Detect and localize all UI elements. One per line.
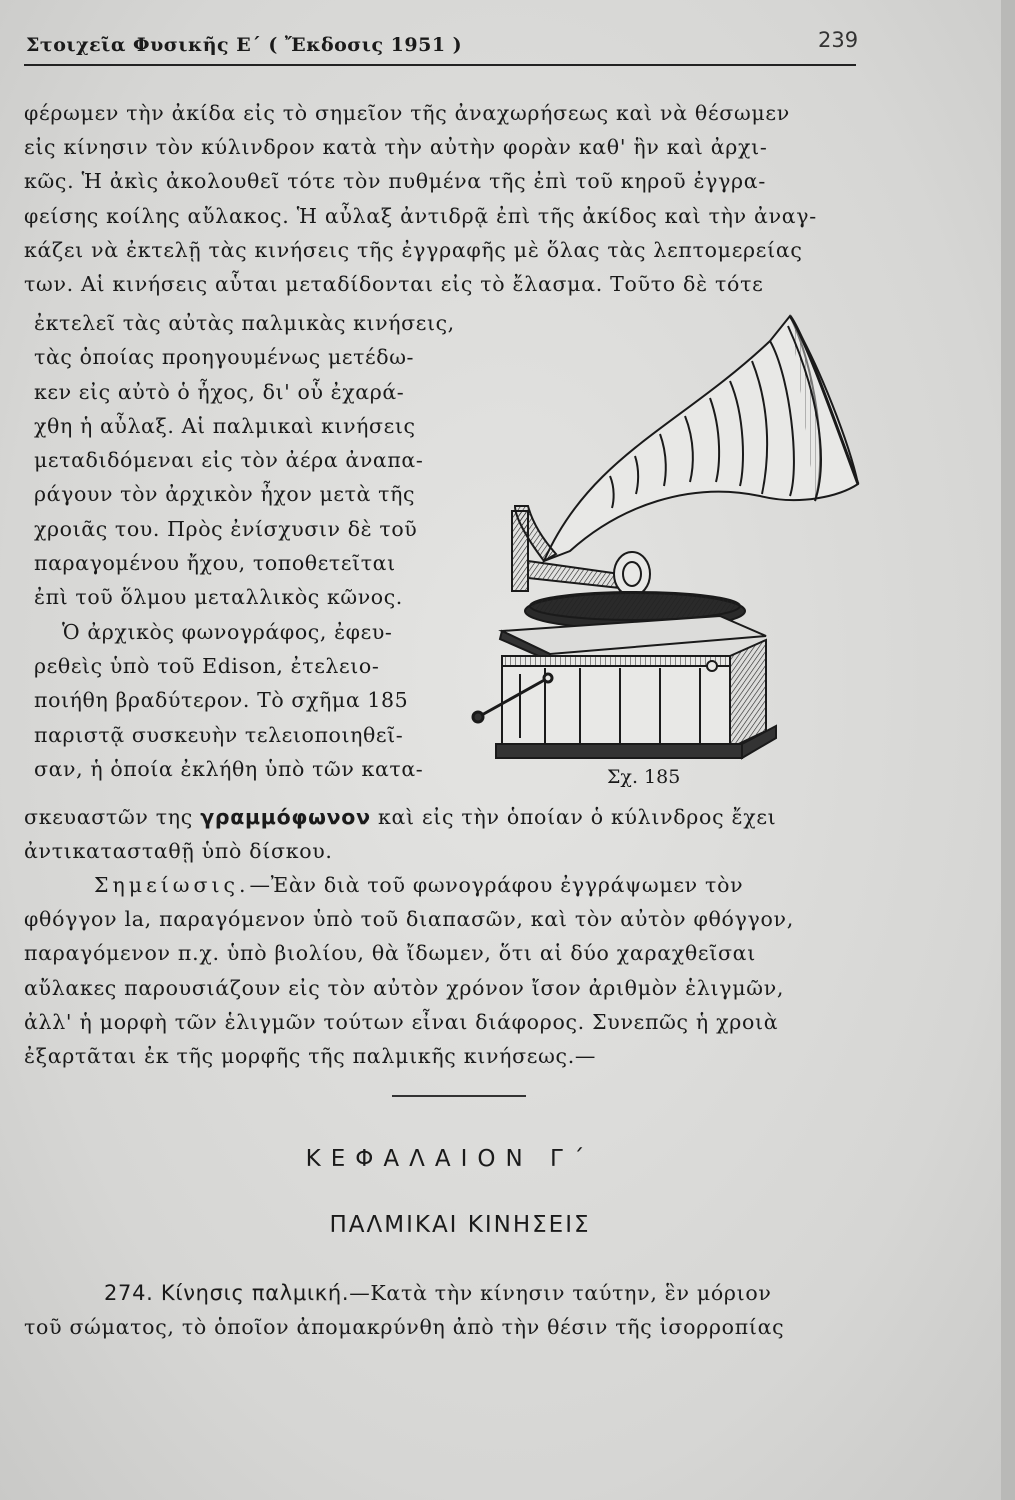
text-line: των. Αἱ κινήσεις αὗται μεταδίδονται εἰς τὸ ἔλασμα. Τοῦτο δὲ τότε <box>24 272 764 297</box>
cabinet <box>496 616 776 758</box>
text-fragment: —Ἐὰν διὰ τοῦ φωνογράφου ἐγγράψωμεν τὸν <box>249 873 744 897</box>
note-paragraph <box>24 868 879 1073</box>
text-fragment: καὶ εἰς τὴν ὁποίαν ὁ κύλινδρος ἔχει <box>377 805 777 829</box>
chapter-subtitle: ΠΑΛΜΙΚΑΙ ΚΙΝΗΣΕΙΣ <box>329 1212 591 1238</box>
text-line: ἐπὶ τοῦ ὅλμου μεταλλικὸς κῶνος. <box>34 585 403 610</box>
section-heading: 274. Κίνησις παλμική. <box>104 1281 350 1305</box>
gramophone-illustration <box>470 306 870 766</box>
section-paragraph <box>24 1276 879 1344</box>
text-line: τὰς ὁποίας προηγουμένως μετέδω- <box>34 345 415 370</box>
text-line: φθόγγον la, παραγόμενον ὑπὸ τοῦ διαπασῶν, καὶ τὸν αὐτὸν φθόγγον, <box>24 907 794 932</box>
text-line: κῶς. Ἡ ἀκὶς ἀκολουθεῖ τότε τὸν πυθμένα τῆς ἐπὶ τοῦ κηροῦ ἐγγρα- <box>24 169 766 194</box>
text-line: μεταδιδόμεναι εἰς τὸν ἀέρα ἀναπα- <box>34 448 424 473</box>
top-paragraph <box>24 96 879 301</box>
chapter-title: ΚΕΦΑΛΑΙΟΝ Γ΄ <box>305 1146 595 1172</box>
text-fragment: σκευαστῶν της <box>24 805 193 829</box>
horn <box>544 316 858 561</box>
section-separator <box>392 1095 526 1097</box>
running-header-title: Στοιχεῖα Φυσικῆς Ε΄ ( Ἔκδοσις 1951 ) <box>26 34 463 56</box>
text-line <box>24 1276 879 1310</box>
text-line: χθη ἡ αὖλαξ. Αἱ παλμικαὶ κινήσεις <box>34 413 416 438</box>
header-rule <box>24 64 856 66</box>
text-line: ράγουν τὸν ἀρχικὸν ἦχον μετὰ τῆς <box>34 482 416 507</box>
text-line: φέρωμεν τὴν ἀκίδα εἰς τὸ σημεῖον τῆς ἀναχωρήσεως καὶ νὰ θέσωμεν <box>24 101 790 125</box>
text-line: ποιήθη βραδύτερον. Τὸ σχῆμα 185 <box>34 688 409 713</box>
page-edge <box>1001 0 1015 1500</box>
figure-caption: Σχ. 185 <box>607 766 681 788</box>
text-line: εἰς κίνησιν τὸν κύλινδρον κατὰ τὴν αὐτὴν φορὰν καθ' ἣν καὶ ἀρχι- <box>24 135 768 160</box>
text-line: χροιᾶς του. Πρὸς ἐνίσχυσιν δὲ τοῦ <box>34 516 418 541</box>
text-line: αὔλακες παρουσιάζουν εἰς τὸν αὐτὸν χρόνον ἴσον ἀριθμὸν ἑλιγμῶν, <box>24 975 785 1000</box>
text-line: ἀλλ' ἡ μορφὴ τῶν ἑλιγμῶν τούτων εἶναι διάφορος. Συνεπῶς ἡ χροιὰ <box>24 1009 779 1034</box>
text-line: παραγόμενον π.χ. ὑπὸ βιολίου, θὰ ἴδωμεν, ὅτι αἱ δύο χαραχθεῖσαι <box>24 941 756 966</box>
gramophone-paragraph <box>24 800 879 868</box>
text-line: παριστᾷ συσκευὴν τελειοποιηθεῖ- <box>34 722 404 747</box>
text-line: ἀντικατασταθῇ ὑπὸ δίσκου. <box>24 839 333 864</box>
text-line: ἐξαρτᾶται ἐκ τῆς μορφῆς τῆς παλμικῆς κινήσεως.— <box>24 1044 597 1069</box>
text-line: κάζει νὰ ἐκτελῇ τὰς κινήσεις τῆς ἐγγραφῆς μὲ ὅλας τὰς λεπτομερείας <box>24 237 803 262</box>
text-line: παραγομένου ἤχου, τοποθετεῖται <box>34 551 396 576</box>
text-line: σαν, ἡ ὁποία ἐκλήθη ὑπὸ τῶν κατα- <box>34 756 424 781</box>
text-line: τοῦ σώματος, τὸ ὁποῖον ἀπομακρύνθη ἀπὸ τὴν θέσιν τῆς ἰσορροπίας <box>24 1315 785 1340</box>
gramophone-term: γραμμόφωνον <box>200 805 371 829</box>
text-line: κεν εἰς αὐτὸ ὁ ἦχος, δι' οὗ ἐχαρά- <box>34 379 405 404</box>
note-label: Σημείωσις. <box>94 873 250 897</box>
text-line: ἐκτελεῖ τὰς αὐτὰς παλμικὰς κινήσεις, <box>34 311 455 335</box>
text-line <box>24 868 879 902</box>
left-column-text <box>34 306 455 786</box>
text-line: ρεθεὶς ὑπὸ τοῦ Edison, ἐτελειο- <box>34 653 380 678</box>
text-line: φείσης κοίλης αὔλακος. Ἡ αὖλαξ ἀντιδρᾷ ἐπὶ τῆς ἀκίδος καὶ τὴν ἀναγ- <box>24 203 817 228</box>
text-line <box>24 800 879 834</box>
text-fragment: —Κατὰ τὴν κίνησιν ταύτην, ἓν μόριον <box>349 1281 772 1305</box>
text-line: Ὁ ἀρχικὸς φωνογράφος, ἐφευ- <box>62 619 393 644</box>
page-number: 239 <box>818 28 859 52</box>
